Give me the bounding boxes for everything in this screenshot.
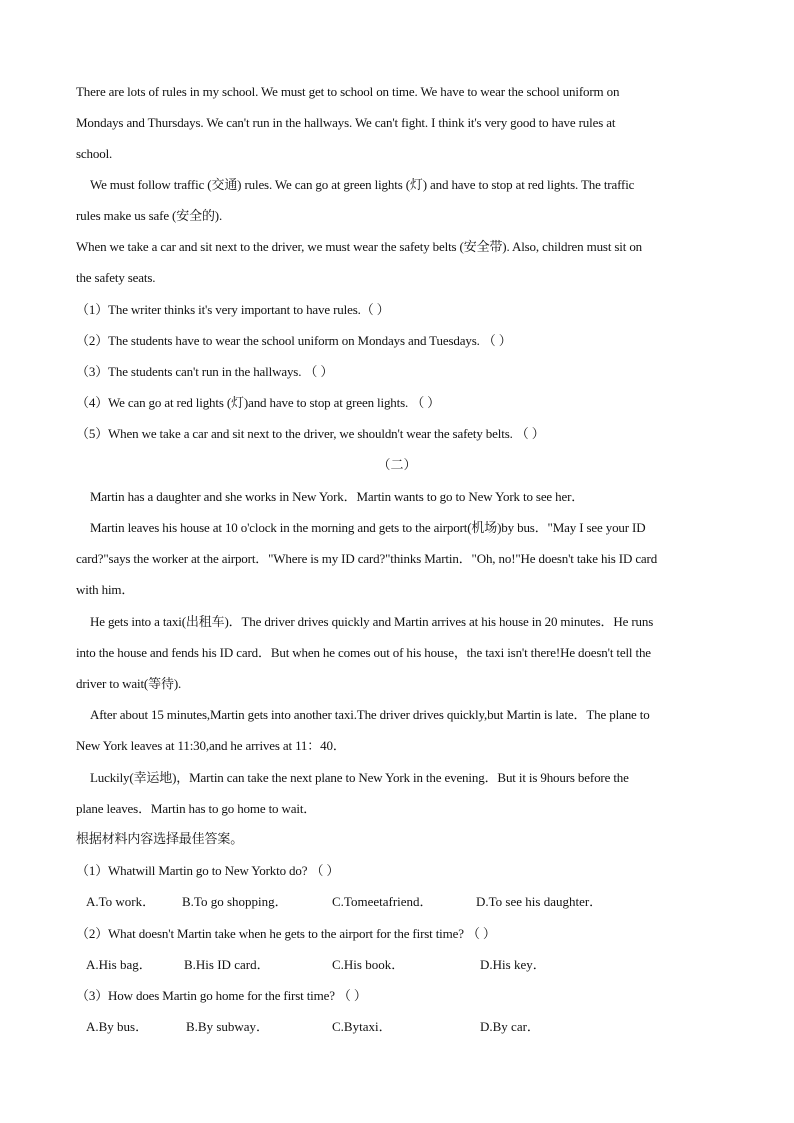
passage2-p2-line1: Martin leaves his house at 10 o'clock in the morning and gets to the airport(机场)by bus．"May I see your ID: [90, 520, 646, 535]
passage2-instruction: 根据材料内容选择最佳答案。: [76, 831, 244, 846]
passage1-question-5: （5）When we take a car and sit next to the driver, we shouldn't wear the safety belts. （ ）: [76, 426, 545, 441]
passage1-question-2: （2）The students have to wear the school uniform on Mondays and Tuesdays. （ ）: [76, 333, 512, 348]
passage2-q1-option-b: B.To go shopping．: [182, 894, 288, 909]
passage1-question-1: （1）The writer thinks it's very important to have rules.（ ）: [76, 302, 390, 317]
passage2-q3-option-a: A.By bus．: [86, 1019, 149, 1034]
passage2-q2-option-d: D.His key．: [480, 957, 546, 972]
passage2-q3-option-b: B.By subway．: [186, 1019, 270, 1034]
passage2-p2-line3: with him．: [76, 582, 135, 597]
passage2-p5-line1: Luckily(幸运地)，Martin can take the next plane to New York in the evening．But it is 9hours before the: [90, 770, 629, 785]
passage2-q2-option-b: B.His ID card．: [184, 957, 270, 972]
passage2-question-2-stem: （2）What doesn't Martin take when he gets to the airport for the first time? （ ）: [76, 926, 496, 941]
passage2-q1-option-d: D.To see his daughter．: [476, 894, 603, 909]
passage1-p1-line1: There are lots of rules in my school. We must get to school on time. We have to wear the school uniform on: [76, 84, 620, 99]
passage2-p4-line2: New York leaves at 11:30,and he arrives at 11：40．: [76, 738, 346, 753]
passage1-question-3: （3）The students can't run in the hallways. （ ）: [76, 364, 334, 379]
passage1-p3-line2: the safety seats.: [76, 270, 156, 285]
passage2-p3-line2: into the house and fends his ID card．But when he comes out of his house，the taxi isn't there!He doesn't tell the: [76, 645, 651, 660]
passage2-q1-option-c: C.Tomeetafriend．: [332, 894, 433, 909]
passage2-p3-line1: He gets into a taxi(出租车)．The driver drives quickly and Martin arrives at his house in 20 minutes．He runs: [90, 614, 654, 629]
passage2-q2-option-c: C.His book．: [332, 957, 405, 972]
passage1-p2-line2: rules make us safe (安全的).: [76, 208, 223, 223]
passage2-question-3-stem: （3）How does Martin go home for the first time? （ ）: [76, 988, 367, 1003]
passage2-p1: Martin has a daughter and she works in New York．Martin wants to go to New York to see her．: [90, 489, 585, 504]
passage2-p3-line3: driver to wait(等待).: [76, 676, 182, 691]
passage1-p1-line2: Mondays and Thursdays. We can't run in the hallways. We can't fight. I think it's very good to have rules at: [76, 115, 616, 130]
passage2-q2-option-a: A.His bag．: [86, 957, 152, 972]
section-title: （二）: [377, 457, 417, 472]
passage2-q3-option-d: D.By car．: [480, 1019, 540, 1034]
passage2-p5-line2: plane leaves．Martin has to go home to wait．: [76, 801, 317, 816]
passage2-question-1-stem: （1）Whatwill Martin go to New Yorkto do? （ ）: [76, 863, 340, 878]
passage1-question-4: （4）We can go at red lights (灯)and have to stop at green lights. （ ）: [76, 395, 441, 410]
passage1-p1-line3: school.: [76, 146, 113, 161]
passage1-p2-line1: We must follow traffic (交通) rules. We can go at green lights (灯) and have to stop at red lights. The traffic: [90, 177, 635, 192]
passage2-q3-option-c: C.Bytaxi．: [332, 1019, 392, 1034]
passage2-p2-line2: card?"says the worker at the airport．"Where is my ID card?"thinks Martin．"Oh, no!"He doesn't take his ID card: [76, 551, 658, 566]
passage1-p3-line1: When we take a car and sit next to the driver, we must wear the safety belts (安全带). Also, children must sit on: [76, 239, 643, 254]
passage2-p4-line1: After about 15 minutes,Martin gets into another taxi.The driver drives quickly,but Martin is late．The plane to: [90, 707, 650, 722]
passage2-q1-option-a: A.To work．: [86, 894, 156, 909]
